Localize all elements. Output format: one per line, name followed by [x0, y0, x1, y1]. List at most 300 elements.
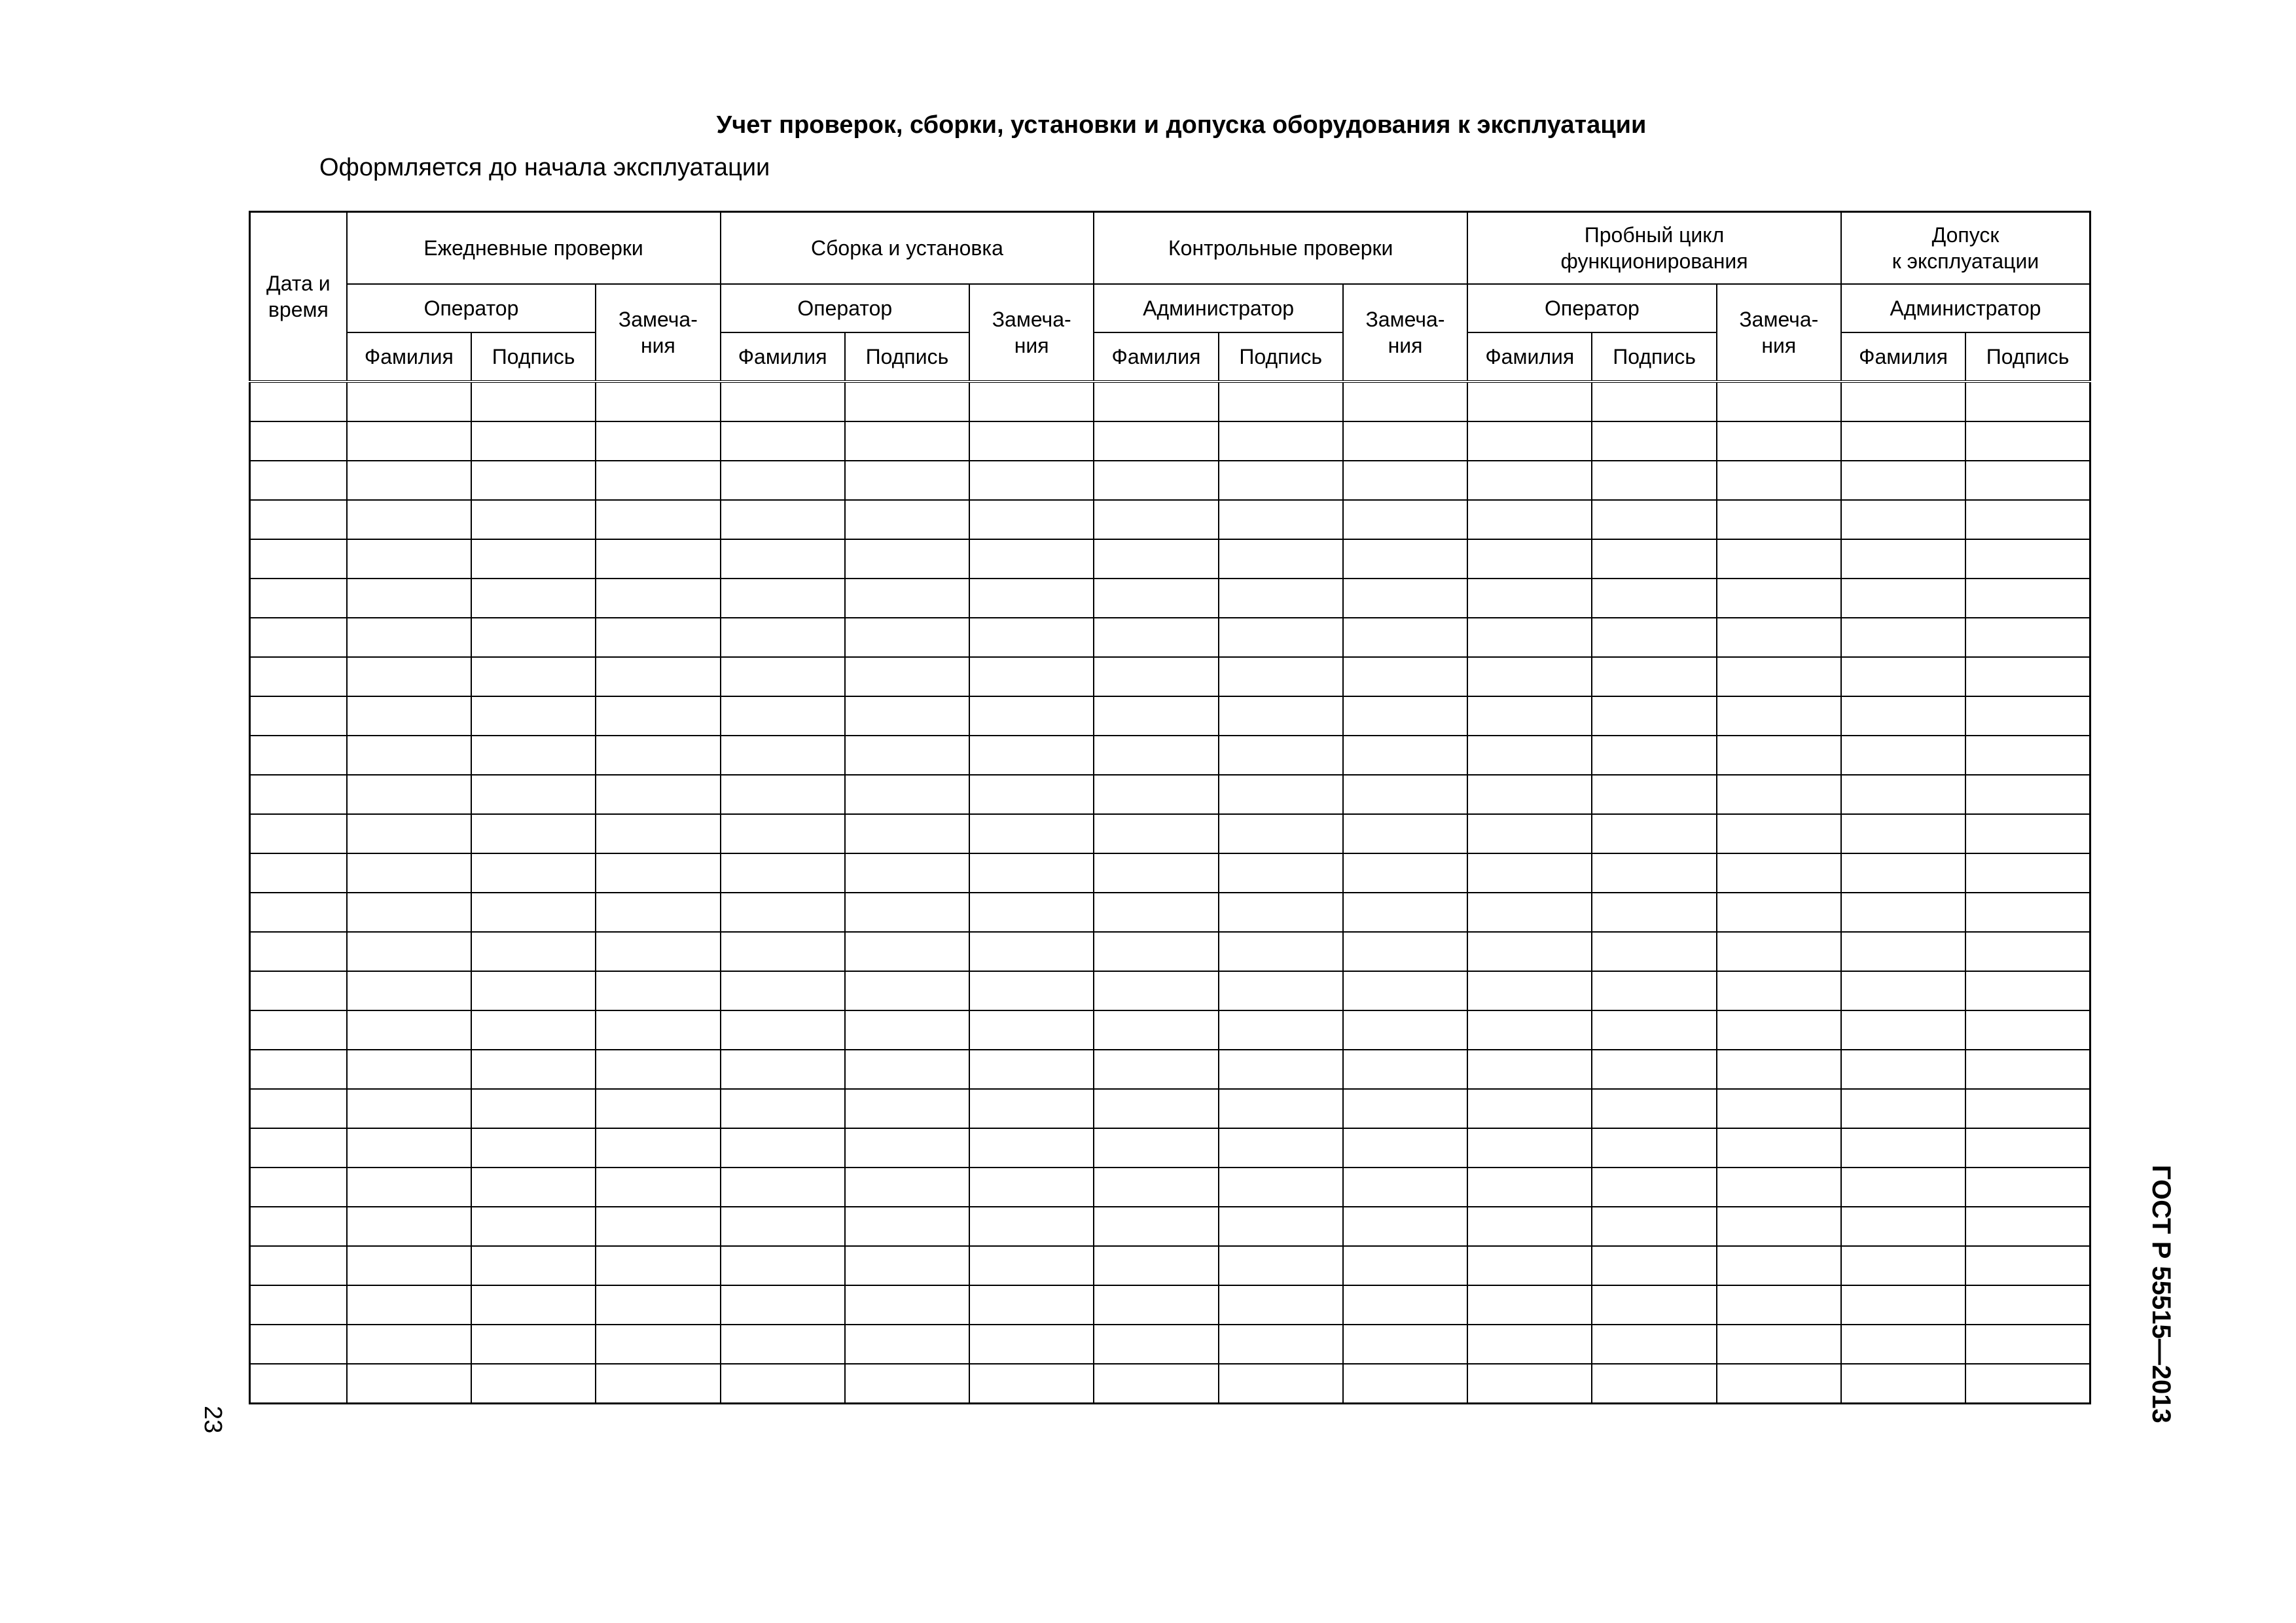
table-cell[interactable] [1343, 1246, 1467, 1285]
table-cell[interactable] [471, 539, 596, 579]
table-cell[interactable] [1717, 1050, 1841, 1089]
table-cell[interactable] [1467, 657, 1592, 696]
table-cell[interactable] [596, 853, 720, 893]
table-cell[interactable] [250, 618, 347, 657]
table-cell[interactable] [471, 500, 596, 539]
table-cell[interactable] [347, 1364, 471, 1404]
table-cell[interactable] [969, 1364, 1094, 1404]
table-cell[interactable] [1592, 1050, 1716, 1089]
table-cell[interactable] [1467, 1168, 1592, 1207]
table-cell[interactable] [250, 1089, 347, 1128]
table-cell[interactable] [1841, 814, 1965, 853]
table-cell[interactable] [845, 893, 969, 932]
table-cell[interactable] [1219, 461, 1343, 500]
table-cell[interactable] [1467, 500, 1592, 539]
table-cell[interactable] [1717, 893, 1841, 932]
table-cell[interactable] [1343, 971, 1467, 1010]
table-cell[interactable] [1965, 461, 2090, 500]
table-cell[interactable] [1094, 1364, 1218, 1404]
table-cell[interactable] [1343, 1010, 1467, 1050]
table-cell[interactable] [969, 1325, 1094, 1364]
table-cell[interactable] [1343, 775, 1467, 814]
table-cell[interactable] [721, 579, 845, 618]
table-cell[interactable] [845, 1089, 969, 1128]
table-cell[interactable] [969, 1285, 1094, 1325]
table-cell[interactable] [1841, 1128, 1965, 1168]
table-cell[interactable] [1841, 696, 1965, 736]
table-cell[interactable] [1592, 1168, 1716, 1207]
table-cell[interactable] [347, 775, 471, 814]
table-cell[interactable] [721, 853, 845, 893]
table-cell[interactable] [1343, 500, 1467, 539]
table-cell[interactable] [1592, 382, 1716, 421]
table-cell[interactable] [250, 1207, 347, 1246]
table-cell[interactable] [1717, 382, 1841, 421]
table-cell[interactable] [721, 618, 845, 657]
table-cell[interactable] [471, 775, 596, 814]
table-cell[interactable] [1343, 814, 1467, 853]
table-cell[interactable] [845, 736, 969, 775]
table-cell[interactable] [1094, 1285, 1218, 1325]
table-cell[interactable] [1467, 1010, 1592, 1050]
table-cell[interactable] [845, 1246, 969, 1285]
table-cell[interactable] [1841, 579, 1965, 618]
table-cell[interactable] [596, 382, 720, 421]
table-cell[interactable] [347, 579, 471, 618]
table-cell[interactable] [1219, 539, 1343, 579]
table-cell[interactable] [1841, 1285, 1965, 1325]
table-cell[interactable] [1592, 461, 1716, 500]
table-cell[interactable] [845, 1364, 969, 1404]
table-cell[interactable] [1965, 421, 2090, 461]
table-cell[interactable] [1717, 1089, 1841, 1128]
table-cell[interactable] [347, 1128, 471, 1168]
table-cell[interactable] [1094, 1207, 1218, 1246]
table-cell[interactable] [596, 1128, 720, 1168]
table-cell[interactable] [250, 421, 347, 461]
table-cell[interactable] [1965, 971, 2090, 1010]
table-cell[interactable] [1219, 618, 1343, 657]
table-cell[interactable] [845, 579, 969, 618]
table-cell[interactable] [1717, 775, 1841, 814]
table-cell[interactable] [1094, 1325, 1218, 1364]
table-cell[interactable] [250, 971, 347, 1010]
table-cell[interactable] [250, 1168, 347, 1207]
table-cell[interactable] [347, 736, 471, 775]
table-cell[interactable] [1841, 1364, 1965, 1404]
table-cell[interactable] [845, 382, 969, 421]
table-cell[interactable] [1219, 893, 1343, 932]
table-cell[interactable] [1965, 814, 2090, 853]
table-cell[interactable] [1094, 932, 1218, 971]
table-cell[interactable] [1343, 657, 1467, 696]
table-cell[interactable] [1717, 461, 1841, 500]
table-cell[interactable] [1592, 1089, 1716, 1128]
table-cell[interactable] [969, 500, 1094, 539]
table-cell[interactable] [721, 696, 845, 736]
table-cell[interactable] [845, 1207, 969, 1246]
table-cell[interactable] [1094, 579, 1218, 618]
table-cell[interactable] [1717, 1364, 1841, 1404]
table-cell[interactable] [721, 1207, 845, 1246]
table-cell[interactable] [1219, 971, 1343, 1010]
table-cell[interactable] [721, 461, 845, 500]
table-cell[interactable] [1717, 971, 1841, 1010]
table-cell[interactable] [845, 618, 969, 657]
table-cell[interactable] [1841, 1050, 1965, 1089]
table-cell[interactable] [596, 1207, 720, 1246]
table-cell[interactable] [1592, 775, 1716, 814]
table-cell[interactable] [471, 1128, 596, 1168]
table-cell[interactable] [1467, 382, 1592, 421]
table-cell[interactable] [596, 1325, 720, 1364]
table-cell[interactable] [1219, 1364, 1343, 1404]
table-cell[interactable] [1219, 1285, 1343, 1325]
table-cell[interactable] [1717, 421, 1841, 461]
table-cell[interactable] [1592, 579, 1716, 618]
table-cell[interactable] [596, 814, 720, 853]
table-cell[interactable] [721, 814, 845, 853]
table-cell[interactable] [471, 1010, 596, 1050]
table-cell[interactable] [1592, 971, 1716, 1010]
table-cell[interactable] [1965, 382, 2090, 421]
table-cell[interactable] [471, 421, 596, 461]
table-cell[interactable] [845, 696, 969, 736]
table-cell[interactable] [969, 1010, 1094, 1050]
table-cell[interactable] [845, 971, 969, 1010]
table-cell[interactable] [1592, 421, 1716, 461]
table-cell[interactable] [1592, 1364, 1716, 1404]
table-cell[interactable] [1717, 736, 1841, 775]
table-cell[interactable] [1965, 696, 2090, 736]
table-cell[interactable] [1717, 814, 1841, 853]
table-cell[interactable] [1592, 893, 1716, 932]
table-cell[interactable] [969, 1246, 1094, 1285]
table-cell[interactable] [1094, 1246, 1218, 1285]
table-cell[interactable] [471, 893, 596, 932]
table-cell[interactable] [1841, 618, 1965, 657]
table-cell[interactable] [969, 893, 1094, 932]
table-cell[interactable] [471, 461, 596, 500]
table-cell[interactable] [1592, 814, 1716, 853]
table-cell[interactable] [1219, 814, 1343, 853]
table-cell[interactable] [969, 736, 1094, 775]
table-cell[interactable] [596, 893, 720, 932]
table-cell[interactable] [721, 893, 845, 932]
table-cell[interactable] [1467, 1089, 1592, 1128]
table-cell[interactable] [969, 539, 1094, 579]
table-cell[interactable] [1841, 971, 1965, 1010]
table-cell[interactable] [1343, 1207, 1467, 1246]
table-cell[interactable] [1094, 1010, 1218, 1050]
table-cell[interactable] [596, 736, 720, 775]
table-cell[interactable] [1841, 1325, 1965, 1364]
table-cell[interactable] [1717, 1246, 1841, 1285]
table-cell[interactable] [1841, 1010, 1965, 1050]
table-cell[interactable] [845, 932, 969, 971]
table-cell[interactable] [721, 1285, 845, 1325]
table-cell[interactable] [347, 814, 471, 853]
table-cell[interactable] [1965, 1010, 2090, 1050]
table-cell[interactable] [845, 539, 969, 579]
table-cell[interactable] [1592, 1285, 1716, 1325]
table-cell[interactable] [1717, 539, 1841, 579]
table-cell[interactable] [1219, 500, 1343, 539]
table-cell[interactable] [250, 461, 347, 500]
table-cell[interactable] [845, 1325, 969, 1364]
table-cell[interactable] [1841, 500, 1965, 539]
table-cell[interactable] [347, 618, 471, 657]
table-cell[interactable] [1343, 461, 1467, 500]
table-cell[interactable] [1343, 932, 1467, 971]
table-cell[interactable] [1343, 539, 1467, 579]
table-cell[interactable] [969, 853, 1094, 893]
table-cell[interactable] [969, 461, 1094, 500]
table-cell[interactable] [969, 657, 1094, 696]
table-cell[interactable] [596, 421, 720, 461]
table-cell[interactable] [1467, 1050, 1592, 1089]
table-cell[interactable] [250, 736, 347, 775]
table-cell[interactable] [721, 657, 845, 696]
table-cell[interactable] [1094, 814, 1218, 853]
table-cell[interactable] [845, 1010, 969, 1050]
table-cell[interactable] [1467, 421, 1592, 461]
table-cell[interactable] [721, 539, 845, 579]
table-cell[interactable] [1219, 1168, 1343, 1207]
table-cell[interactable] [1094, 382, 1218, 421]
table-cell[interactable] [1343, 696, 1467, 736]
table-cell[interactable] [1467, 893, 1592, 932]
table-cell[interactable] [1717, 1325, 1841, 1364]
table-cell[interactable] [1094, 657, 1218, 696]
table-cell[interactable] [1841, 775, 1965, 814]
table-cell[interactable] [969, 618, 1094, 657]
table-cell[interactable] [471, 1050, 596, 1089]
table-cell[interactable] [1094, 893, 1218, 932]
table-cell[interactable] [845, 1168, 969, 1207]
table-cell[interactable] [721, 1325, 845, 1364]
table-cell[interactable] [250, 1364, 347, 1404]
table-cell[interactable] [1467, 1325, 1592, 1364]
table-cell[interactable] [1841, 853, 1965, 893]
table-cell[interactable] [1219, 657, 1343, 696]
table-cell[interactable] [347, 382, 471, 421]
table-cell[interactable] [347, 893, 471, 932]
table-cell[interactable] [1965, 1168, 2090, 1207]
table-cell[interactable] [596, 461, 720, 500]
table-cell[interactable] [1467, 579, 1592, 618]
table-cell[interactable] [721, 500, 845, 539]
table-cell[interactable] [347, 1050, 471, 1089]
table-cell[interactable] [1717, 618, 1841, 657]
table-cell[interactable] [845, 814, 969, 853]
table-cell[interactable] [1467, 461, 1592, 500]
table-cell[interactable] [1343, 1285, 1467, 1325]
table-cell[interactable] [1094, 618, 1218, 657]
table-cell[interactable] [1343, 618, 1467, 657]
table-cell[interactable] [250, 1010, 347, 1050]
table-cell[interactable] [1343, 893, 1467, 932]
table-cell[interactable] [250, 1285, 347, 1325]
table-cell[interactable] [1717, 696, 1841, 736]
table-cell[interactable] [1965, 932, 2090, 971]
table-cell[interactable] [1841, 1089, 1965, 1128]
table-cell[interactable] [471, 1207, 596, 1246]
table-cell[interactable] [1094, 736, 1218, 775]
table-cell[interactable] [1094, 696, 1218, 736]
table-cell[interactable] [1467, 696, 1592, 736]
table-cell[interactable] [1592, 1325, 1716, 1364]
table-cell[interactable] [471, 657, 596, 696]
table-cell[interactable] [1467, 1246, 1592, 1285]
table-cell[interactable] [1467, 1128, 1592, 1168]
table-cell[interactable] [347, 1285, 471, 1325]
table-cell[interactable] [1219, 1010, 1343, 1050]
table-cell[interactable] [1467, 618, 1592, 657]
table-cell[interactable] [1094, 1168, 1218, 1207]
table-cell[interactable] [1467, 1207, 1592, 1246]
table-cell[interactable] [1343, 1050, 1467, 1089]
table-cell[interactable] [1841, 539, 1965, 579]
table-cell[interactable] [1965, 1128, 2090, 1168]
table-cell[interactable] [250, 696, 347, 736]
table-cell[interactable] [721, 736, 845, 775]
table-cell[interactable] [347, 932, 471, 971]
table-cell[interactable] [1219, 696, 1343, 736]
table-cell[interactable] [1965, 1246, 2090, 1285]
table-cell[interactable] [969, 775, 1094, 814]
table-cell[interactable] [1965, 736, 2090, 775]
table-cell[interactable] [1592, 736, 1716, 775]
table-cell[interactable] [845, 657, 969, 696]
table-cell[interactable] [721, 932, 845, 971]
table-cell[interactable] [1965, 618, 2090, 657]
table-cell[interactable] [1965, 539, 2090, 579]
table-cell[interactable] [969, 1168, 1094, 1207]
table-cell[interactable] [1717, 1168, 1841, 1207]
table-cell[interactable] [1717, 500, 1841, 539]
table-cell[interactable] [250, 1128, 347, 1168]
table-cell[interactable] [969, 1089, 1094, 1128]
table-cell[interactable] [250, 1325, 347, 1364]
table-cell[interactable] [845, 1285, 969, 1325]
table-cell[interactable] [1965, 657, 2090, 696]
table-cell[interactable] [596, 539, 720, 579]
table-cell[interactable] [721, 1050, 845, 1089]
table-cell[interactable] [1841, 893, 1965, 932]
table-cell[interactable] [1219, 736, 1343, 775]
table-cell[interactable] [1717, 1128, 1841, 1168]
table-cell[interactable] [596, 1246, 720, 1285]
table-cell[interactable] [596, 1285, 720, 1325]
table-cell[interactable] [471, 853, 596, 893]
table-cell[interactable] [347, 461, 471, 500]
table-cell[interactable] [250, 382, 347, 421]
table-cell[interactable] [1467, 971, 1592, 1010]
table-cell[interactable] [1717, 1010, 1841, 1050]
table-cell[interactable] [250, 579, 347, 618]
table-cell[interactable] [596, 1050, 720, 1089]
table-cell[interactable] [1841, 1168, 1965, 1207]
table-cell[interactable] [1592, 1207, 1716, 1246]
table-cell[interactable] [471, 814, 596, 853]
table-cell[interactable] [1219, 1207, 1343, 1246]
table-cell[interactable] [347, 500, 471, 539]
table-cell[interactable] [1592, 500, 1716, 539]
table-cell[interactable] [721, 775, 845, 814]
table-cell[interactable] [1094, 775, 1218, 814]
table-cell[interactable] [347, 853, 471, 893]
table-cell[interactable] [471, 932, 596, 971]
table-cell[interactable] [969, 382, 1094, 421]
table-cell[interactable] [1467, 932, 1592, 971]
table-cell[interactable] [1094, 971, 1218, 1010]
table-cell[interactable] [1965, 1285, 2090, 1325]
table-cell[interactable] [250, 893, 347, 932]
table-cell[interactable] [1717, 1285, 1841, 1325]
table-cell[interactable] [969, 1050, 1094, 1089]
table-cell[interactable] [347, 1246, 471, 1285]
table-cell[interactable] [596, 1010, 720, 1050]
table-cell[interactable] [1841, 461, 1965, 500]
table-cell[interactable] [1592, 657, 1716, 696]
table-cell[interactable] [1094, 421, 1218, 461]
table-cell[interactable] [471, 1168, 596, 1207]
table-cell[interactable] [969, 1207, 1094, 1246]
table-cell[interactable] [1343, 579, 1467, 618]
table-cell[interactable] [845, 421, 969, 461]
table-cell[interactable] [1219, 853, 1343, 893]
table-cell[interactable] [347, 1207, 471, 1246]
table-cell[interactable] [1094, 539, 1218, 579]
table-cell[interactable] [250, 1050, 347, 1089]
table-cell[interactable] [1343, 421, 1467, 461]
table-cell[interactable] [1717, 932, 1841, 971]
table-cell[interactable] [721, 1246, 845, 1285]
table-cell[interactable] [250, 500, 347, 539]
table-cell[interactable] [596, 971, 720, 1010]
table-cell[interactable] [1467, 814, 1592, 853]
table-cell[interactable] [1467, 539, 1592, 579]
table-cell[interactable] [471, 736, 596, 775]
table-cell[interactable] [845, 500, 969, 539]
table-cell[interactable] [1592, 539, 1716, 579]
table-cell[interactable] [1841, 736, 1965, 775]
table-cell[interactable] [1965, 1050, 2090, 1089]
table-cell[interactable] [1343, 1128, 1467, 1168]
table-cell[interactable] [1219, 932, 1343, 971]
table-cell[interactable] [1717, 853, 1841, 893]
table-cell[interactable] [1094, 1089, 1218, 1128]
table-cell[interactable] [721, 1089, 845, 1128]
table-cell[interactable] [1219, 1050, 1343, 1089]
table-cell[interactable] [250, 1246, 347, 1285]
table-cell[interactable] [596, 1168, 720, 1207]
table-cell[interactable] [1592, 1128, 1716, 1168]
table-cell[interactable] [1717, 579, 1841, 618]
table-cell[interactable] [969, 696, 1094, 736]
table-cell[interactable] [1343, 1364, 1467, 1404]
table-cell[interactable] [1965, 893, 2090, 932]
table-cell[interactable] [969, 932, 1094, 971]
table-cell[interactable] [1094, 461, 1218, 500]
table-cell[interactable] [1219, 579, 1343, 618]
table-cell[interactable] [1219, 1325, 1343, 1364]
table-cell[interactable] [1717, 1207, 1841, 1246]
table-cell[interactable] [596, 932, 720, 971]
table-cell[interactable] [721, 971, 845, 1010]
table-cell[interactable] [1965, 1089, 2090, 1128]
